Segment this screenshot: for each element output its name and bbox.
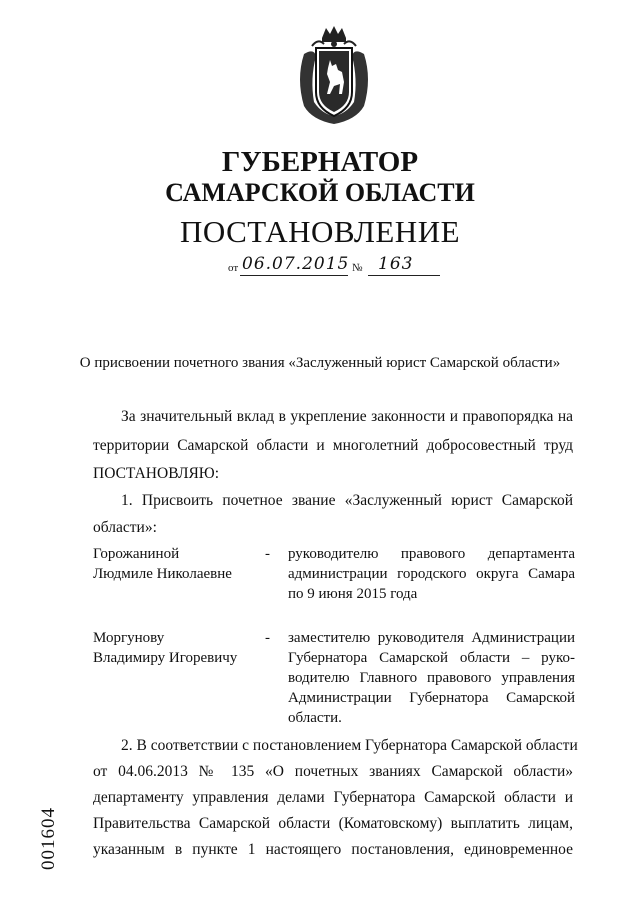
awardee-given-names: Людмиле Николаевне — [93, 566, 232, 582]
awardee-surname: Моргунову — [93, 630, 165, 646]
awardee-position-line: области. — [288, 710, 342, 726]
awardee-position-line: Администрации Губернатора Самарской — [288, 690, 575, 706]
coat-of-arms-emblem — [292, 24, 376, 126]
awardee-position-line: руководителю правового департамента — [288, 546, 575, 562]
awardee-position-line: по 9 июня 2015 года — [288, 586, 418, 602]
document-number: 163 — [378, 254, 414, 274]
item2-line-2: от 04.06.2013 № 135 «О почетных званиях Самарской области» — [93, 763, 573, 780]
awardee-entry — [93, 544, 575, 604]
item2-line-5: указанным в пункте 1 настоящего постановления, единовременное — [93, 841, 573, 858]
number-prefix: № — [352, 262, 363, 274]
date-prefix: от — [228, 262, 239, 274]
item2-line-1: 2. В соответствии с постановлением Губернатора Самарской области — [121, 737, 578, 754]
awardee-dash: - — [265, 630, 270, 646]
item1-line-2: области»: — [93, 519, 157, 536]
serial-number: 001604 — [38, 807, 59, 870]
issuer-title-line1: ГУБЕРНАТОР — [221, 146, 419, 178]
awardee-surname: Горожаниной — [93, 546, 180, 562]
awardee-dash: - — [265, 546, 270, 562]
date-underline — [240, 275, 348, 276]
awardee-position-line: администрации городского округа Самара — [288, 566, 575, 582]
intro-line-1: За значительный вклад в укрепление законности и правопорядка на — [121, 408, 573, 425]
item2-line-3: департаменту управления делами Губернатора Самарской области и — [93, 789, 573, 806]
document-subject: О присвоении почетного звания «Заслуженный юрист Самарской области» — [79, 355, 561, 371]
awardee-position-line: водителю Главного правового управления — [288, 670, 575, 686]
intro-line-2: территории Самарской области и многолетний добросовестный труд — [93, 437, 573, 454]
awardee-entry — [93, 628, 575, 728]
awardee-given-names: Владимиру Игоревичу — [93, 650, 238, 666]
issuer-title-line2: САМАРСКОЙ ОБЛАСТИ — [165, 178, 475, 207]
awardee-position-line: Губернатора Самарской области – руко- — [288, 650, 575, 666]
serial-number-stamp — [38, 770, 68, 870]
document-date: 06.07.2015 — [242, 254, 350, 274]
awardee-position-line: заместителю руководителя Администрации — [288, 630, 575, 646]
item1-line-1: 1. Присвоить почетное звание «Заслуженный юрист Самарской — [121, 492, 573, 509]
number-underline — [368, 275, 440, 276]
document-type: ПОСТАНОВЛЕНИЕ — [179, 214, 461, 249]
item2-line-4: Правительства Самарской области (Коматовскому) выплатить лицам, — [93, 815, 573, 832]
intro-line-3: ПОСТАНОВЛЯЮ: — [93, 465, 220, 482]
